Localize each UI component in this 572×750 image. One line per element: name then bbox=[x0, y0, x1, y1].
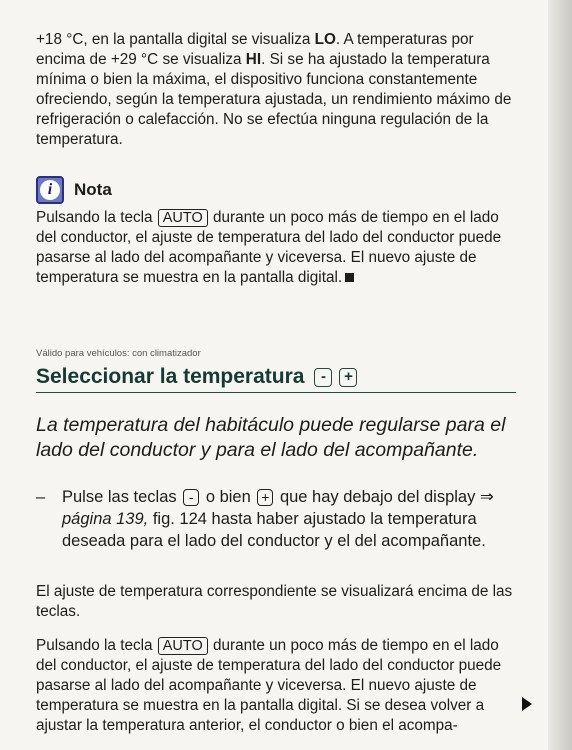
paragraph-auto: Pulsando la tecla AUTO durante un poco más de tiempo en el lado del conductor, el ajuste de temperatura del lado del conductor puede pasarse al lado del acompañante y viceversa. El nuevo ajuste de temperatura se muestra en la pantalla digital. Si se desea volver a ajustar la temperatura anterior, el conductor o bien el acompa- bbox=[36, 637, 502, 734]
lead-paragraph: La temperatura del habitáculo puede regularse para el lado del conductor y para el lado del acompañante. bbox=[36, 414, 506, 461]
minus-key-icon: - bbox=[183, 489, 199, 506]
hi-label: HI bbox=[245, 51, 262, 68]
manual-page bbox=[36, 30, 516, 736]
end-square-icon bbox=[345, 273, 354, 282]
plus-key-icon: + bbox=[339, 368, 357, 387]
instruction-step: – Pulse las teclas - o bien + que hay debajo del display ⇒ página 139, fig. 124 hasta haber ajustado la temperatura deseada para el lado del conductor y el del acompañante. bbox=[36, 488, 494, 550]
lo-label: LO bbox=[314, 31, 336, 48]
continue-arrow-icon bbox=[522, 697, 532, 711]
minus-key-icon: - bbox=[314, 368, 332, 387]
page-reference-link[interactable]: ⇒ página 139, bbox=[62, 488, 494, 528]
info-icon: i bbox=[36, 176, 64, 204]
page-edge bbox=[548, 0, 572, 750]
auto-key: AUTO bbox=[158, 637, 208, 655]
note-header bbox=[36, 176, 516, 204]
auto-key: AUTO bbox=[158, 209, 208, 227]
note-body: Pulsando la tecla AUTO durante un poco más de tiempo en el lado del conductor, el ajuste de temperatura del lado del conductor puede pasarse al lado del acompañante y viceversa. El nuevo ajuste de temperatura se muestra en la pantalla digital. bbox=[36, 209, 502, 286]
paragraph-display: El ajuste de temperatura correspondiente se visualizará encima de las teclas. bbox=[36, 583, 513, 620]
intro-paragraph: +18 °C, en la pantalla digital se visualiza LO. A temperaturas por encima de +29 °C se visualiza HI. Si se ha ajustado la temperatura mínima o bien la máxima, el dispositivo funciona constantemente ofreciendo, según la temperatura ajustada, un rendimiento máximo de refrigeración o calefacción. No se efectúa ninguna regulación de la temperatura. bbox=[36, 31, 512, 148]
validity-note: Válido para vehículos: con climatizador bbox=[36, 348, 201, 359]
section-title: Seleccionar la temperatura - + bbox=[36, 365, 516, 393]
note-title: Nota bbox=[74, 180, 112, 199]
plus-key-icon: + bbox=[257, 489, 273, 506]
